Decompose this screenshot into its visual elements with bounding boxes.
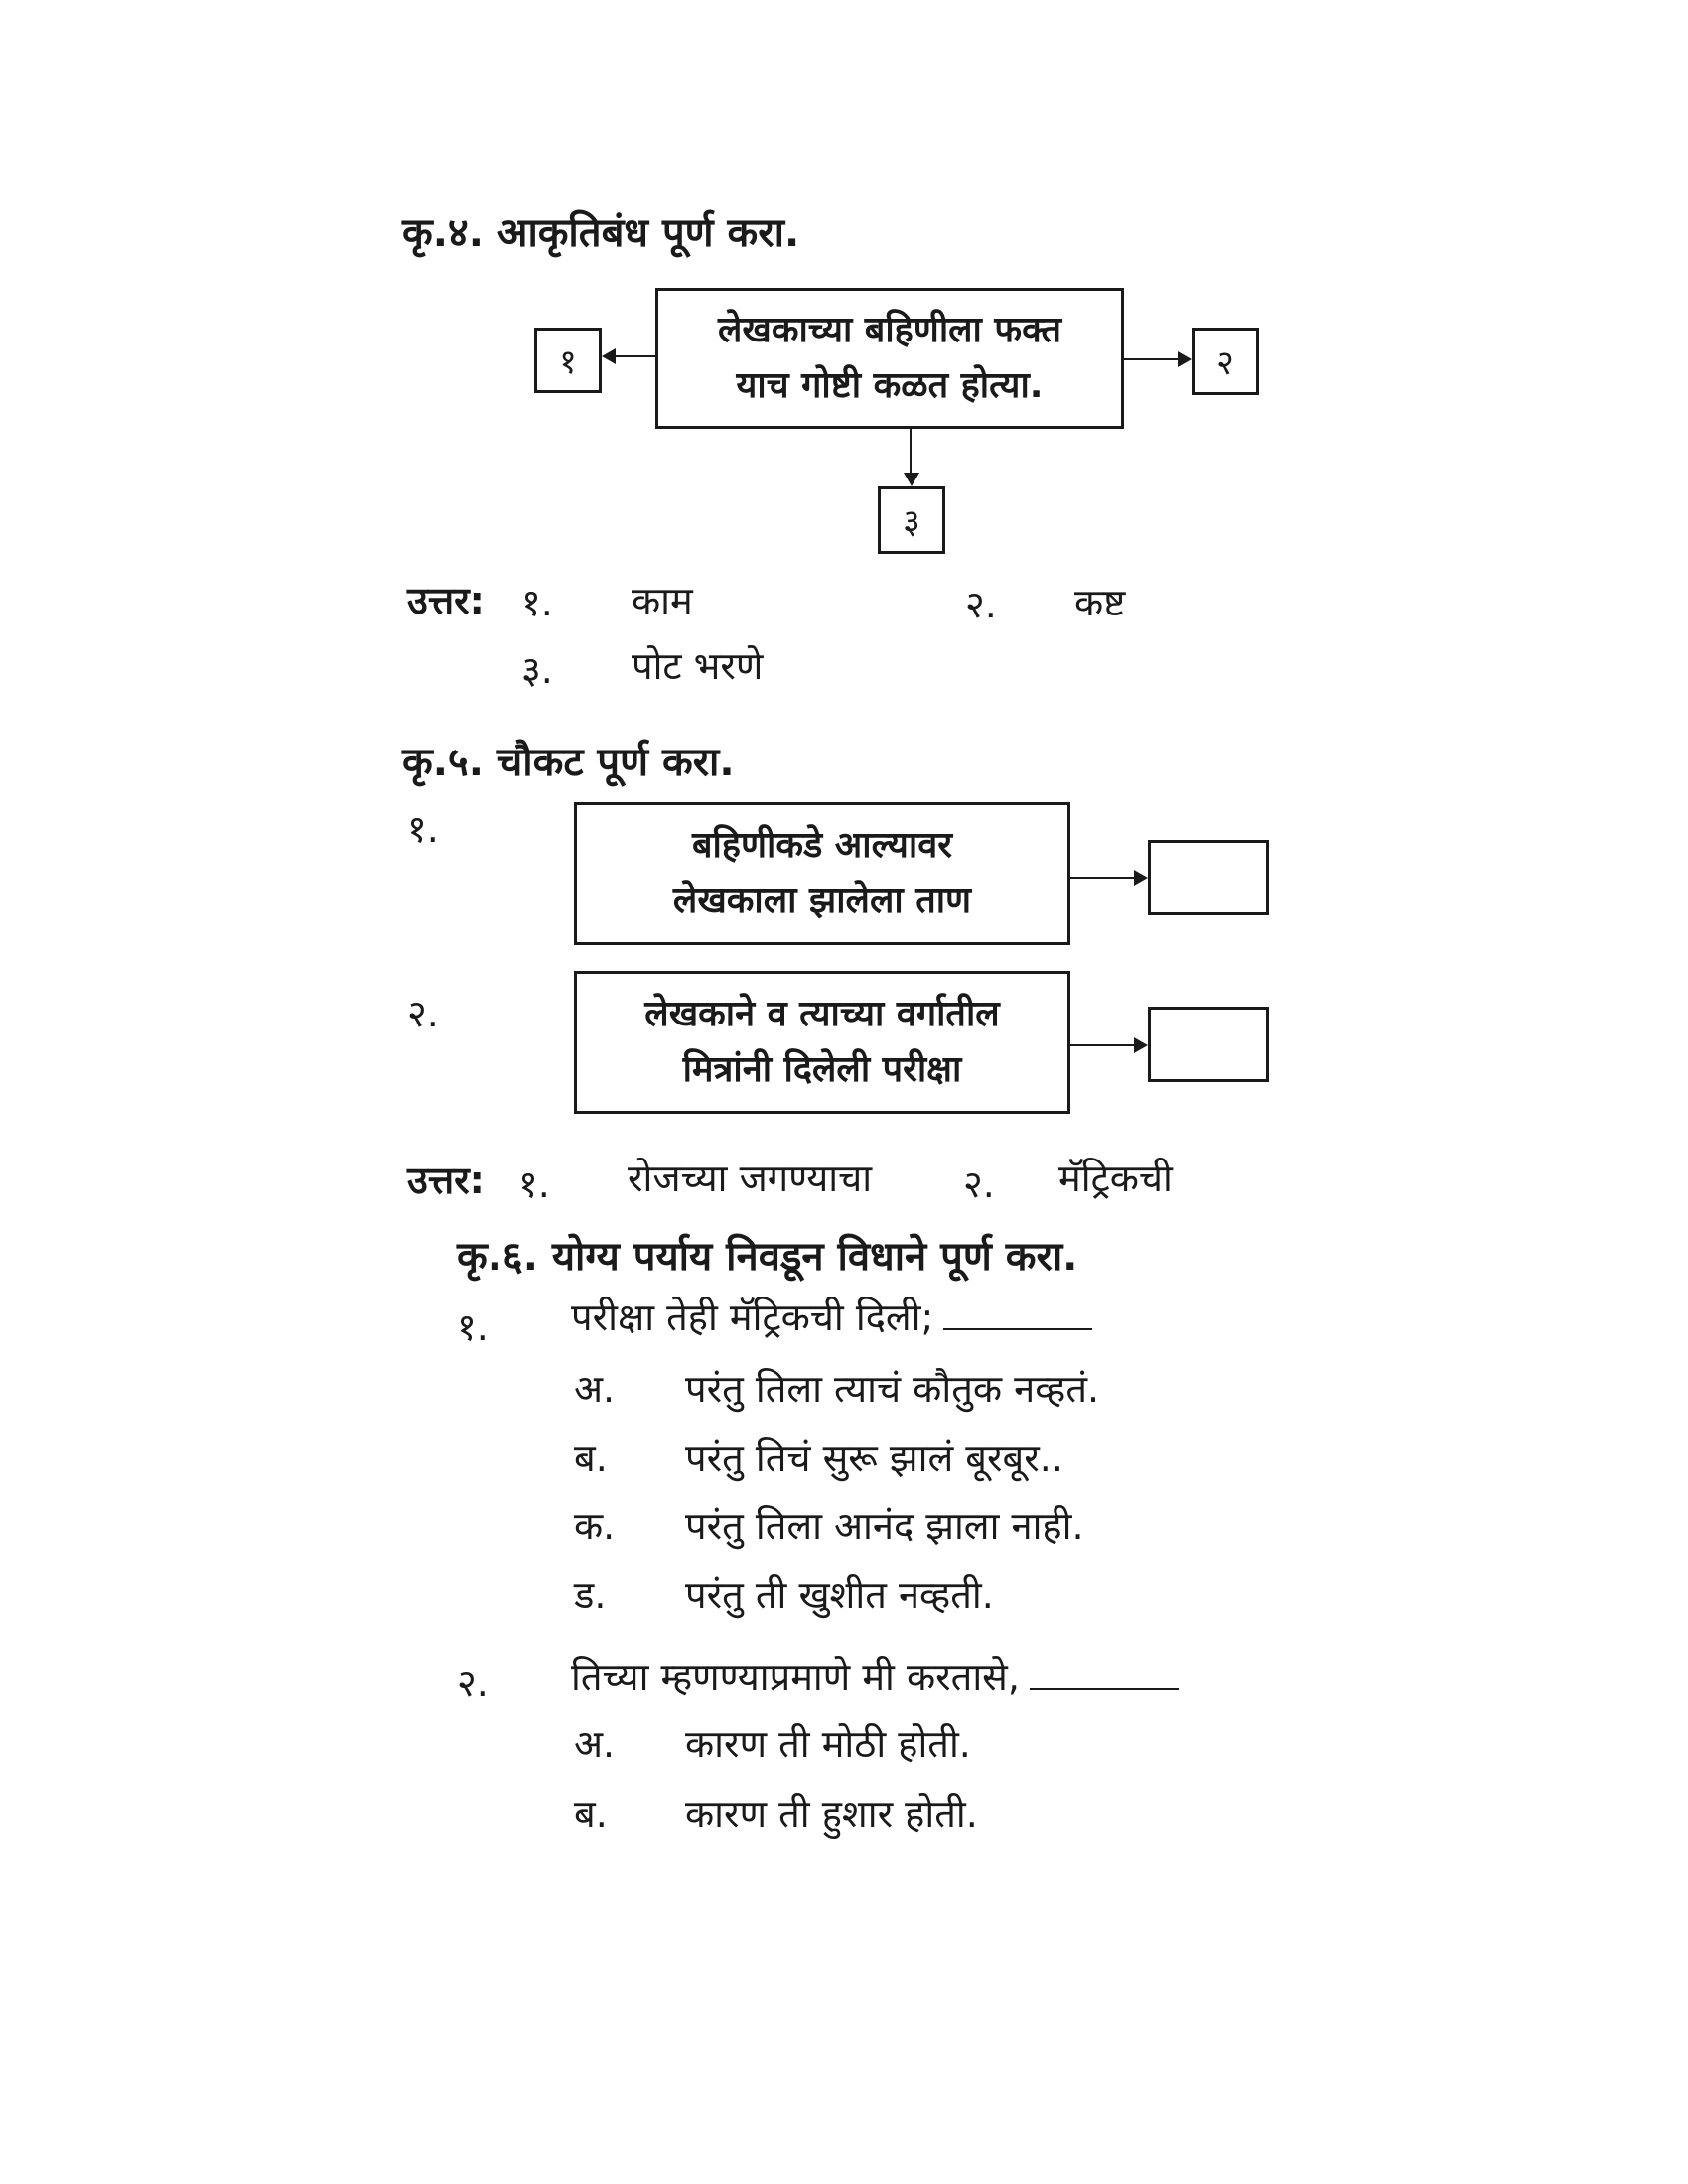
q6-q1-opt-c-text: परंतु तिला आनंद झाला नाही. <box>685 1504 1084 1548</box>
q6-q2-opt-b-label: ब. <box>574 1792 608 1836</box>
q4-center-box <box>655 288 1124 429</box>
q6-q1-opt-d-label: ड. <box>574 1573 607 1617</box>
q5-answer-2-num: २. <box>963 1162 995 1206</box>
q5-item-2-arrow-line <box>1070 1044 1134 1046</box>
q6-q2-blank <box>1030 1688 1179 1690</box>
q5-item-1-line1: बहिणीकडे आल्यावर <box>692 825 952 867</box>
q4-box-1: १ <box>534 328 602 393</box>
q6-q2-statement <box>571 1650 1179 1702</box>
q6-q1-statement <box>571 1291 1092 1342</box>
q6-q1-num: १. <box>457 1305 489 1349</box>
q4-answer-3-num: ३. <box>521 648 553 692</box>
q5-item-2-answer-box <box>1148 1007 1269 1082</box>
q6-q1-text: परीक्षा तेही मॅट्रिकची दिली; <box>571 1296 934 1339</box>
q4-arrow-line-3 <box>910 429 912 473</box>
q5-answer-1-text: रोजच्या जगण्याचा <box>628 1157 873 1200</box>
q5-item-2-arrowhead <box>1134 1037 1148 1053</box>
q4-arrow-line-2 <box>1124 358 1178 360</box>
q4-center-line1: लेखकाच्या बहिणीला फक्त <box>717 310 1061 351</box>
q4-heading: कृ.४. आकृतिबंध पूर्ण करा. <box>402 210 800 256</box>
q6-q2-opt-a-text: कारण ती मोठी होती. <box>685 1722 971 1766</box>
q5-item-2-num: २. <box>407 992 439 1035</box>
q5-item-1-answer-box <box>1148 840 1269 915</box>
q4-answer-1-text: काम <box>632 579 693 622</box>
q5-item-2-line1: लेखकाने व त्याच्या वर्गातील <box>644 994 1000 1035</box>
q5-answer-2-text: मॅट्रिकची <box>1058 1157 1173 1200</box>
q4-box-3: ३ <box>878 486 945 554</box>
q5-answer-label: उत्तर: <box>407 1159 485 1202</box>
q5-answer-1-num: १. <box>518 1162 550 1206</box>
q4-box-2: २ <box>1192 328 1259 395</box>
q5-item-1-box <box>574 802 1070 945</box>
q6-q2-opt-a-label: अ. <box>574 1722 616 1766</box>
q6-q1-opt-c-label: क. <box>574 1504 616 1548</box>
q5-item-1-line2: लेखकाला झालेला ताण <box>672 881 972 921</box>
q6-heading: कृ.६. योग्य पर्याय निवडून विधाने पूर्ण करा. <box>457 1234 1078 1280</box>
q5-item-2-box <box>574 971 1070 1114</box>
q6-q2-opt-b-text: कारण ती हुशार होती. <box>685 1792 978 1836</box>
q5-item-2-line2: मित्रांनी दिलेली परीक्षा <box>682 1049 962 1090</box>
q4-answer-2-num: २. <box>965 583 997 626</box>
q4-arrowhead-3 <box>904 473 919 486</box>
q4-center-line2: याच गोष्टी कळत होत्या. <box>736 365 1044 406</box>
q6-q1-opt-d-text: परंतु ती खुशीत नव्हती. <box>685 1573 994 1617</box>
q6-q1-opt-b-label: ब. <box>574 1436 608 1480</box>
q5-item-1-arrowhead <box>1134 870 1148 886</box>
q5-heading: कृ.५. चौकट पूर्ण करा. <box>402 740 735 785</box>
q6-q1-opt-a-text: परंतु तिला त्याचं कौतुक नव्हतं. <box>685 1367 1100 1411</box>
q4-answer-3-text: पोट भरणे <box>632 644 764 688</box>
q4-arrowhead-1 <box>602 348 616 364</box>
q5-item-1-num: १. <box>407 807 439 851</box>
q5-item-1-arrow-line <box>1070 877 1134 879</box>
q4-arrowhead-2 <box>1178 351 1192 367</box>
q4-answer-1-num: १. <box>521 581 553 624</box>
q4-answer-label: उत्तर: <box>407 579 485 622</box>
q6-q1-blank <box>943 1328 1092 1330</box>
q6-q2-num: २. <box>457 1661 489 1705</box>
q4-answer-2-text: कष्ट <box>1074 581 1126 624</box>
q6-q2-text: तिच्या म्हणण्याप्रमाणे मी करतासे, <box>571 1655 1020 1699</box>
q6-q1-opt-b-text: परंतु तिचं सुरू झालं बूरबूर.. <box>685 1436 1063 1480</box>
q6-q1-opt-a-label: अ. <box>574 1367 616 1411</box>
q4-arrow-line-1 <box>616 355 655 357</box>
